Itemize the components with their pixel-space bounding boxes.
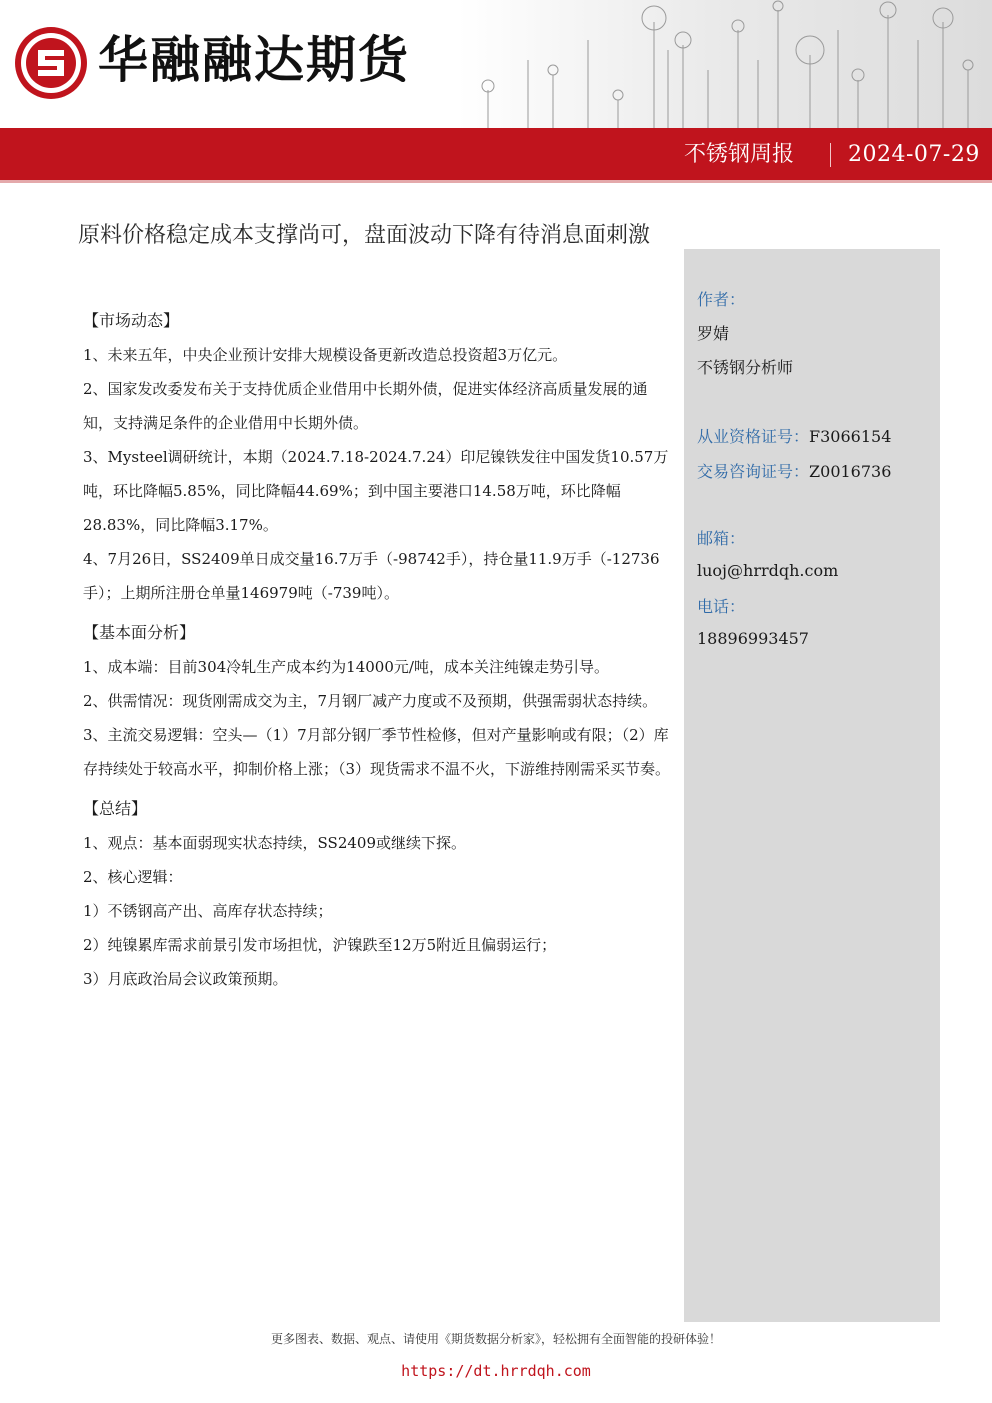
author-name: 罗婧 — [697, 324, 730, 343]
summary-item: 1）不锈钢高产出、高库存状态持续； — [83, 902, 333, 920]
market-item: 3、Mysteel调研统计，本期（2024.7.18-2024.7.24）印尼镍铁发往中国发货10.57万吨，环比降幅5.85%，同比降幅44.69%；到中国主要港口14.58万吨，环比降幅28.83%，同比降幅3.17%。 — [83, 448, 669, 534]
banner-divider — [830, 143, 831, 167]
footer-note: 更多图表、数据、观点、请使用《期货数据分析家》，轻松拥有全面智能的投研体验！ — [270, 1332, 721, 1346]
consulting-label: 交易咨询证号： — [697, 462, 810, 481]
email-label: 邮箱： — [697, 529, 746, 548]
summary-item: 2）纯镍累库需求前景引发市场担忧，沪镍跌至12万5附近且偏弱运行； — [83, 936, 557, 954]
author-role: 不锈钢分析师 — [697, 358, 794, 377]
market-item: 4、7月26日，SS2409单日成交量16.7万手（-98742手），持仓量11.9万手（-12736手）；上期所注册仓单量146979吨（-739吨）。 — [83, 550, 660, 602]
summary-item: 2、核心逻辑： — [83, 868, 183, 886]
consulting-number — [697, 459, 891, 482]
banner-shadow — [0, 180, 992, 183]
section-heading-summary: 【总结】 — [83, 799, 148, 818]
qualification-value: F3066154 — [809, 427, 892, 446]
market-item: 2、国家发改委发布关于支持优质企业借用中长期外债，促进实体经济高质量发展的通知，支持满足条件的企业借用中长期外债。 — [83, 380, 648, 432]
fundamental-item: 1、成本端：目前304冷轧生产成本约为14000元/吨，成本关注纯镍走势引导。 — [83, 658, 609, 676]
report-title: 原料价格稳定成本支撑尚可，盘面波动下降有待消息面刺激 — [78, 223, 651, 248]
fundamental-item: 2、供需情况：现货刚需成交为主，7月钢厂减产力度或不及预期，供强需弱状态持续。 — [83, 692, 658, 710]
section-heading-market: 【市场动态】 — [83, 311, 180, 330]
fundamental-item: 3、主流交易逻辑：空头—（1）7月部分钢厂季节性检修，但对产量影响或有限；（2）库存持续处于较高水平，抑制价格上涨；（3）现货需求不温不火，下游维持刚需采买节奏。 — [83, 726, 671, 778]
page-header — [0, 0, 992, 128]
consulting-value: Z0016736 — [809, 462, 892, 481]
author-label: 作者： — [697, 290, 746, 309]
phone-label: 电话： — [697, 597, 746, 616]
header-decoration — [458, 0, 992, 128]
author-sidebar — [684, 249, 940, 1322]
phone-number: 18896993457 — [697, 629, 809, 648]
section-heading-fundamental: 【基本面分析】 — [83, 623, 196, 642]
footer-link[interactable]: https://dt.hrrdqh.com — [401, 1362, 591, 1380]
report-date: 2024-07-29 — [848, 142, 980, 167]
report-body — [83, 304, 673, 996]
market-item: 1、未来五年，中央企业预计安排大规模设备更新改造总投资超3万亿元。 — [83, 346, 568, 364]
summary-item: 3）月底政治局会议政策预期。 — [83, 970, 288, 988]
report-type: 不锈钢周报 — [683, 142, 794, 167]
summary-item: 1、观点：基本面弱现实状态持续，SS2409或继续下探。 — [83, 834, 467, 852]
email-address[interactable]: luoj@hrrdqh.com — [697, 561, 839, 580]
report-banner — [0, 128, 992, 182]
brand-name: 华融融达期货 — [98, 31, 410, 89]
qualification-label: 从业资格证号： — [697, 427, 810, 446]
qualification-number — [697, 424, 891, 447]
brand-logo-icon — [12, 24, 90, 102]
